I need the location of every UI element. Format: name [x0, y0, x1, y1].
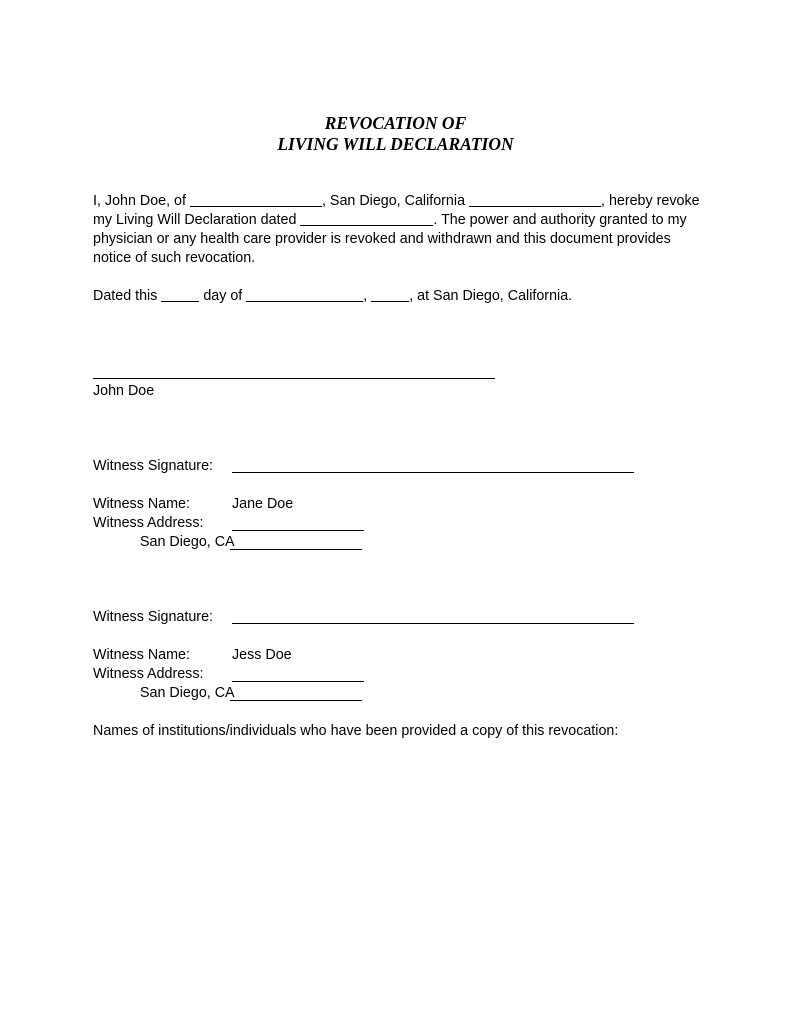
paragraph-line-2: [93, 211, 687, 230]
declaration-date-blank[interactable]: [300, 211, 433, 226]
witness-1-address-line[interactable]: [232, 530, 364, 531]
dated-text: ,: [363, 288, 372, 304]
witness-1-city-line[interactable]: [230, 549, 362, 550]
paragraph-text: , hereby revoke: [601, 193, 700, 209]
paragraph-line-4: notice of such revocation.: [93, 250, 256, 266]
witness-2-name-label: Witness Name:: [93, 647, 190, 663]
witness-2-name: Jess Doe: [232, 647, 292, 663]
witness-2-address-line[interactable]: [232, 681, 364, 682]
witness-1-address-label: Witness Address:: [93, 515, 204, 531]
dated-text: , at San Diego, California.: [409, 288, 573, 304]
paragraph-line-1: [93, 192, 700, 211]
signer-name: John Doe: [93, 383, 155, 399]
paragraph-text: my Living Will Declaration dated: [93, 212, 301, 228]
residence-blank[interactable]: [190, 192, 322, 207]
witness-2-city-label: San Diego, CA: [140, 685, 235, 701]
day-blank[interactable]: [161, 287, 199, 302]
paragraph-line-3: physician or any health care provider is revoked and withdrawn and this document provides: [93, 231, 671, 247]
paragraph-text: . The power and authority granted to my: [433, 212, 687, 228]
copies-provided-text: Names of institutions/individuals who have been provided a copy of this revocation:: [93, 723, 619, 739]
witness-2-signature-line[interactable]: [232, 623, 634, 624]
dated-line: [93, 287, 572, 306]
month-blank[interactable]: [246, 287, 363, 302]
witness-1-name-label: Witness Name:: [93, 496, 190, 512]
document-title-line-2: LIVING WILL DECLARATION: [277, 134, 514, 154]
witness-1-signature-line[interactable]: [232, 472, 634, 473]
document-title-line-1: REVOCATION OF: [324, 113, 467, 133]
witness-1-city-label: San Diego, CA: [140, 534, 235, 550]
paragraph-text: , San Diego, California: [321, 193, 469, 209]
witness-1-signature-label: Witness Signature:: [93, 458, 213, 474]
witness-2-signature-label: Witness Signature:: [93, 609, 213, 625]
witness-2-city-line[interactable]: [230, 700, 362, 701]
paragraph-text: I, John Doe, of: [93, 193, 190, 209]
year-blank[interactable]: [371, 287, 409, 302]
zip-blank[interactable]: [469, 192, 601, 207]
dated-text: day of: [199, 288, 247, 304]
dated-text: Dated this: [93, 288, 162, 304]
witness-1-name: Jane Doe: [232, 496, 294, 512]
witness-2-address-label: Witness Address:: [93, 666, 204, 682]
signer-signature-line[interactable]: [93, 378, 495, 379]
